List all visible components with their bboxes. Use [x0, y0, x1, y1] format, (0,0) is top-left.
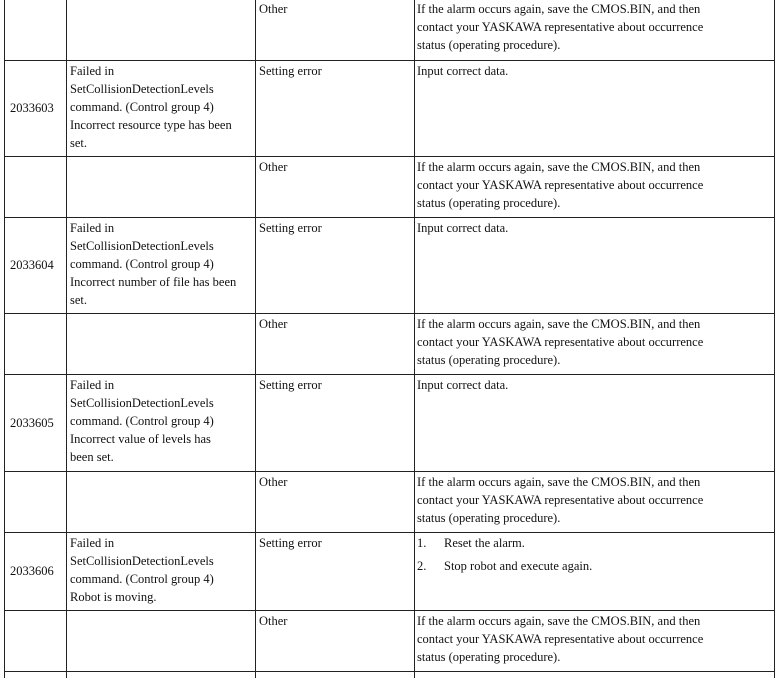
- description-line: Incorrect number of file has been: [70, 275, 237, 289]
- step-number: 1.: [417, 536, 427, 550]
- remedy-cell: [415, 533, 775, 611]
- remedy-cell: [415, 61, 775, 157]
- remedy-cell: [415, 314, 775, 375]
- remedy-line: status (operating procedure).: [417, 38, 561, 52]
- remedy-cell: [415, 611, 775, 672]
- alarm-code-cell: [5, 375, 67, 472]
- description-line: SetCollisionDetectionLevels: [70, 82, 214, 96]
- remedy-line: If the alarm occurs again, save the CMOS.BIN, and then: [417, 475, 701, 489]
- alarm-description-cell: [67, 672, 256, 678]
- cause-text: Setting error: [259, 378, 322, 392]
- remedy-line: If the alarm occurs again, save the CMOS.BIN, and then: [417, 614, 701, 628]
- alarm-description-cell: [67, 533, 256, 611]
- description-line: Robot is moving.: [70, 590, 157, 604]
- remedy-line: Input correct data.: [417, 64, 509, 78]
- alarm-code-cell: [5, 218, 67, 314]
- alarm-description-cell: [67, 0, 256, 61]
- remedy-line: contact your YASKAWA representative about occurrence: [417, 178, 704, 192]
- step-number: 2.: [417, 559, 427, 573]
- description-line: command. (Control group 4): [70, 414, 214, 428]
- cause-text: Other: [259, 317, 288, 331]
- description-line: command. (Control group 4): [70, 100, 214, 114]
- table-row: [5, 314, 775, 375]
- remedy-line: If the alarm occurs again, save the CMOS.BIN, and then: [417, 2, 701, 16]
- alarm-description-cell: [67, 157, 256, 218]
- description-line: SetCollisionDetectionLevels: [70, 239, 214, 253]
- cause-cell: [256, 472, 415, 533]
- remedy-line: Input correct data.: [417, 378, 509, 392]
- alarm-code-cell: [5, 314, 67, 375]
- remedy-cell: [415, 375, 775, 472]
- cause-cell: [256, 314, 415, 375]
- alarm-code-cell: [5, 611, 67, 672]
- alarm-code-cell: [5, 472, 67, 533]
- remedy-line: status (operating procedure).: [417, 196, 561, 210]
- alarm-description-cell: [67, 472, 256, 533]
- alarm-description-cell: [67, 611, 256, 672]
- cause-cell: [256, 61, 415, 157]
- description-line: command. (Control group 4): [70, 257, 214, 271]
- description-line: Failed in: [70, 221, 115, 235]
- remedy-cell: [415, 157, 775, 218]
- table-row: [5, 157, 775, 218]
- remedy-cell: [415, 0, 775, 61]
- table-row: [5, 0, 775, 61]
- cause-cell: [256, 375, 415, 472]
- table-row: [5, 611, 775, 672]
- alarm-description-cell: [67, 314, 256, 375]
- cause-cell: [256, 672, 415, 678]
- description-line: set.: [70, 293, 88, 307]
- table-row: [5, 472, 775, 533]
- description-line: Failed in: [70, 536, 115, 550]
- description-line: command. (Control group 4): [70, 572, 214, 586]
- cause-cell: [256, 0, 415, 61]
- cause-text: Other: [259, 160, 288, 174]
- step-text: Stop robot and execute again.: [444, 559, 593, 573]
- alarm-code: 2033603: [10, 101, 54, 115]
- table-row: [5, 61, 775, 157]
- cause-cell: [256, 611, 415, 672]
- remedy-line: If the alarm occurs again, save the CMOS.BIN, and then: [417, 317, 701, 331]
- cause-cell: [256, 218, 415, 314]
- description-line: SetCollisionDetectionLevels: [70, 396, 214, 410]
- table-row: [5, 218, 775, 314]
- remedy-cell: [415, 672, 775, 678]
- description-line: Incorrect value of levels has: [70, 432, 211, 446]
- alarm-description-cell: [67, 61, 256, 157]
- description-line: been set.: [70, 450, 114, 464]
- remedy-line: status (operating procedure).: [417, 511, 561, 525]
- remedy-step: [417, 534, 771, 552]
- description-line: Incorrect resource type has been: [70, 118, 232, 132]
- description-line: SetCollisionDetectionLevels: [70, 554, 214, 568]
- alarm-description-cell: [67, 375, 256, 472]
- remedy-line: contact your YASKAWA representative about occurrence: [417, 335, 704, 349]
- table-row: [5, 672, 775, 678]
- cause-text: Setting error: [259, 64, 322, 78]
- alarm-table: [4, 0, 775, 678]
- alarm-code-cell: [5, 157, 67, 218]
- description-line: set.: [70, 136, 88, 150]
- remedy-line: If the alarm occurs again, save the CMOS.BIN, and then: [417, 160, 701, 174]
- cause-text: Setting error: [259, 221, 322, 235]
- cause-text: Other: [259, 2, 288, 16]
- alarm-code-cell: [5, 0, 67, 61]
- remedy-step: [417, 557, 771, 575]
- alarm-code-cell: [5, 61, 67, 157]
- remedy-line: contact your YASKAWA representative about occurrence: [417, 493, 704, 507]
- cause-text: Setting error: [259, 536, 322, 550]
- alarm-code-cell: [5, 672, 67, 678]
- alarm-code: 2033606: [10, 564, 54, 578]
- cause-cell: [256, 157, 415, 218]
- description-line: Failed in: [70, 378, 115, 392]
- remedy-line: Input correct data.: [417, 221, 509, 235]
- alarm-code: 2033604: [10, 258, 54, 272]
- alarm-code-cell: [5, 533, 67, 611]
- step-text: Reset the alarm.: [444, 536, 525, 550]
- remedy-line: contact your YASKAWA representative about occurrence: [417, 20, 704, 34]
- remedy-cell: [415, 472, 775, 533]
- cause-text: Other: [259, 614, 288, 628]
- remedy-line: contact your YASKAWA representative about occurrence: [417, 632, 704, 646]
- alarm-table-body: [5, 0, 775, 678]
- table-row: [5, 533, 775, 611]
- remedy-steps: [417, 534, 771, 575]
- description-line: Failed in: [70, 64, 115, 78]
- remedy-cell: [415, 218, 775, 314]
- remedy-line: status (operating procedure).: [417, 353, 561, 367]
- cause-cell: [256, 533, 415, 611]
- remedy-line: status (operating procedure).: [417, 650, 561, 664]
- alarm-description-cell: [67, 218, 256, 314]
- cause-text: Other: [259, 475, 288, 489]
- alarm-code: 2033605: [10, 415, 54, 430]
- table-row: [5, 375, 775, 472]
